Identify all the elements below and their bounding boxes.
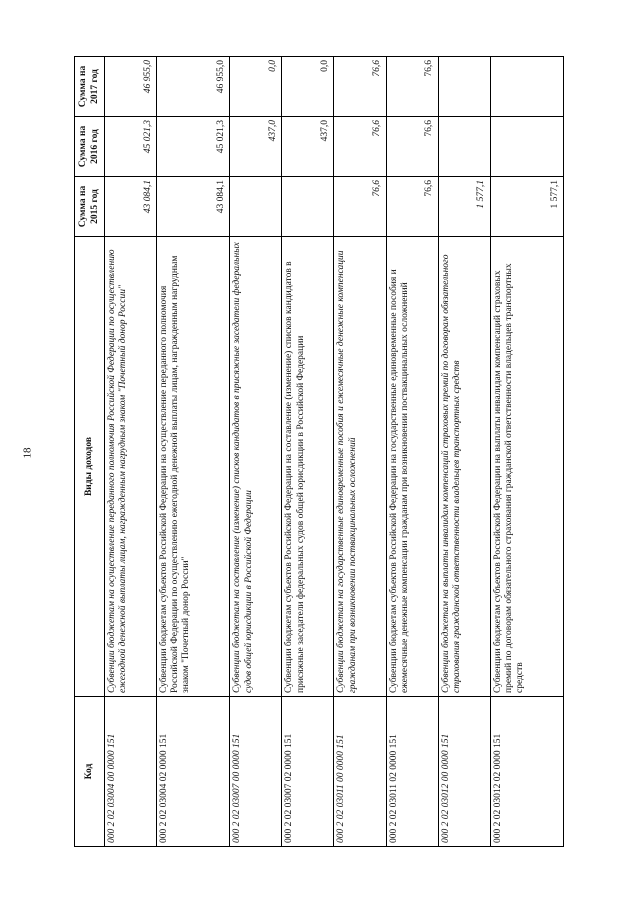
income-table — [74, 56, 564, 847]
table-row — [490, 57, 563, 847]
cell-sum-2017: 46 955,0 — [157, 57, 230, 117]
cell-code: 000 2 02 03011 02 0000 151 — [386, 697, 438, 847]
cell-sum-2017 — [490, 57, 563, 117]
cell-sum-2016: 76,6 — [386, 117, 438, 177]
header-description: Виды доходов — [75, 237, 105, 697]
cell-code: 000 2 02 03004 02 0000 151 — [157, 697, 230, 847]
cell-sum-2017 — [438, 57, 490, 117]
table-row — [438, 57, 490, 847]
cell-sum-2015 — [230, 177, 282, 237]
cell-code: 000 2 02 03004 00 0000 151 — [105, 697, 157, 847]
cell-sum-2016: 76,6 — [334, 117, 386, 177]
cell-sum-2015: 43 084,1 — [157, 177, 230, 237]
table-row — [334, 57, 386, 847]
rotated-table-wrapper — [74, 57, 564, 847]
cell-description: Субвенции бюджетам на государственные единовременные пособия и ежемесячные денежные компенсации гражданам при возникновении поствакцинальных осложнений — [334, 237, 386, 697]
cell-sum-2017: 76,6 — [386, 57, 438, 117]
header-sum-2017: Сумма на 2017 год — [75, 57, 105, 117]
table-row — [282, 57, 334, 847]
cell-sum-2016: 45 021,3 — [157, 117, 230, 177]
header-sum-2016: Сумма на 2016 год — [75, 117, 105, 177]
cell-description: Субвенции бюджетам субъектов Российской Федерации на составление (изменение) списков кандидатов в присяжные заседатели федеральных судов общей юрисдикции в Российской Федерации — [282, 237, 334, 697]
cell-code: 000 2 02 03011 00 0000 151 — [334, 697, 386, 847]
cell-sum-2015: 43 084,1 — [105, 177, 157, 237]
cell-description: Субвенции бюджетам субъектов Российской Федерации на выплаты инвалидам компенсаций страховых премий по договорам обязательного страхования гражданской ответственности владельцев транспортных средств — [490, 237, 563, 697]
cell-sum-2016: 45 021,3 — [105, 117, 157, 177]
cell-code: 000 2 02 03012 02 0000 151 — [490, 697, 563, 847]
cell-description: Субвенции бюджетам на составление (изменение) списков кандидатов в присяжные заседатели федеральных судов общей юрисдикции в Российской Федерации — [230, 237, 282, 697]
table-row — [230, 57, 282, 847]
cell-sum-2016 — [490, 117, 563, 177]
cell-sum-2015: 76,6 — [386, 177, 438, 237]
cell-description: Субвенции бюджетам на осуществление переданного полномочия Российской Федерации по осуществлению ежегодной денежной выплаты лицам, награжденным нагрудным знаком "Почетный донор России" — [105, 237, 157, 697]
header-code: Код — [75, 697, 105, 847]
cell-sum-2015 — [282, 177, 334, 237]
table-row — [157, 57, 230, 847]
page-number-container — [12, 0, 42, 905]
cell-sum-2017: 46 955,0 — [105, 57, 157, 117]
cell-description: Субвенции бюджетам субъектов Российской Федерации на осуществление переданного полномочия Российской Федерации по осуществлению ежегодной денежной выплаты лицам, награжденным нагрудным знаком "Почетный донор России" — [157, 237, 230, 697]
cell-description: Субвенции бюджетам субъектов Российской Федерации на государственные единовременные пособия и ежемесячные денежные компенсации гражданам при возникновении поствакцинальных осложнений — [386, 237, 438, 697]
cell-sum-2017: 0,0 — [282, 57, 334, 117]
page-number: 18 — [21, 447, 33, 458]
cell-sum-2015: 1 577,1 — [438, 177, 490, 237]
cell-description: Субвенции бюджетам на выплаты инвалидам компенсаций страховых премий по договорам обязательного страхования гражданской ответственности владельцев транспортных средств — [438, 237, 490, 697]
table-row — [105, 57, 157, 847]
cell-sum-2015: 76,6 — [334, 177, 386, 237]
cell-code: 000 2 02 03012 00 0000 151 — [438, 697, 490, 847]
cell-sum-2016: 437,0 — [282, 117, 334, 177]
table-header-row — [75, 57, 105, 847]
cell-code: 000 2 02 03007 00 0000 151 — [230, 697, 282, 847]
cell-sum-2015: 1 577,1 — [490, 177, 563, 237]
cell-sum-2017: 0,0 — [230, 57, 282, 117]
cell-code: 000 2 02 03007 02 0000 151 — [282, 697, 334, 847]
cell-sum-2017: 76,6 — [334, 57, 386, 117]
cell-sum-2016: 437,0 — [230, 117, 282, 177]
header-sum-2015: Сумма на 2015 год — [75, 177, 105, 237]
table-row — [386, 57, 438, 847]
cell-sum-2016 — [438, 117, 490, 177]
